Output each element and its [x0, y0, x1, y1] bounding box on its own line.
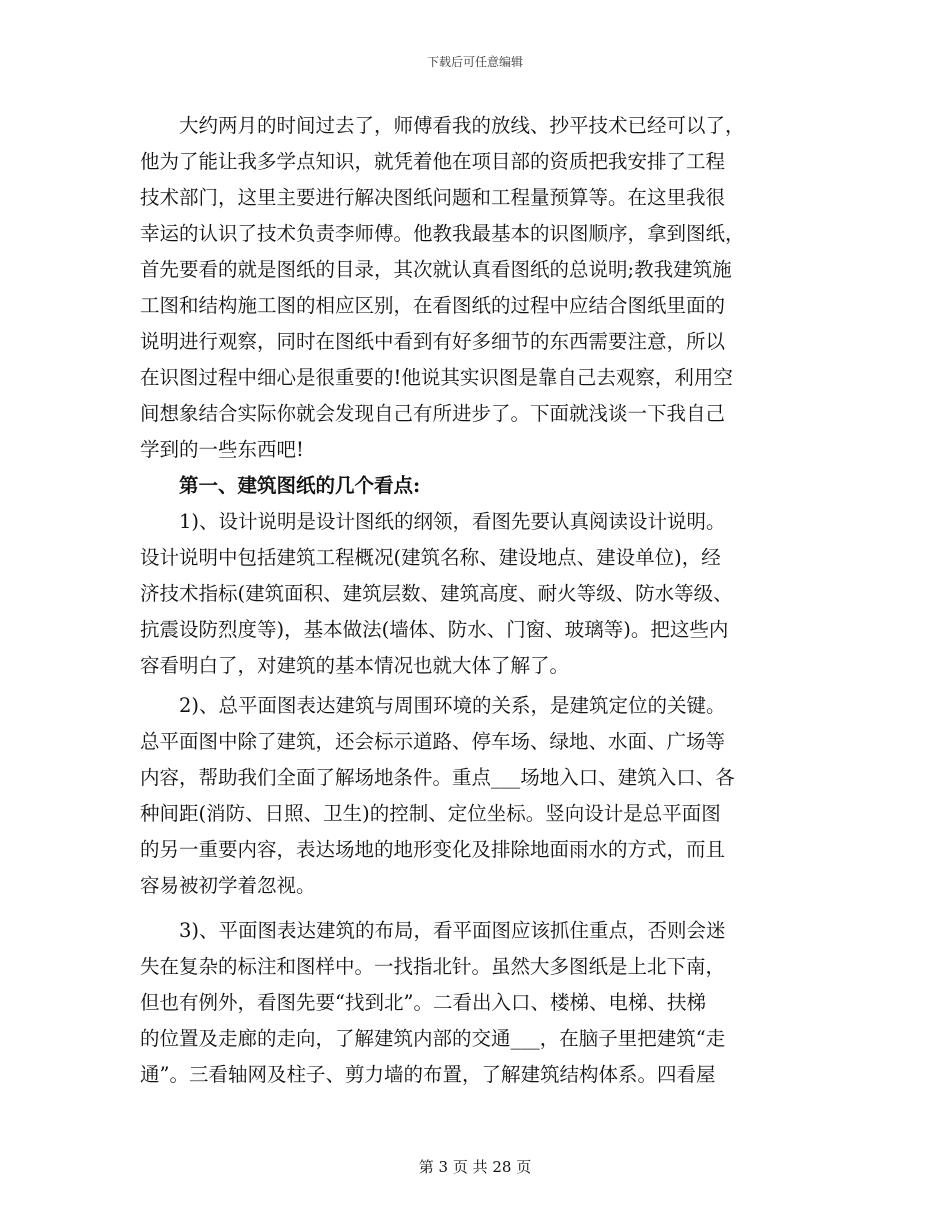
text-line: 内容，帮助我们全面了解场地条件。重点___场地入口、建筑入口、各 — [140, 766, 735, 789]
text-line: 1)、设计说明是设计图纸的纲领，看图先要认真阅读设计说明。 — [179, 510, 726, 533]
text-line: 济技术指标(建筑面积、建筑层数、建筑高度、耐火等级、防水等级、 — [140, 582, 733, 605]
text-line: 首先要看的就是图纸的目录，其次就认真看图纸的总说明;教我建筑施 — [140, 258, 732, 281]
text-line: 学到的一些东西吧! — [140, 438, 304, 461]
text-line: 通”。三看轴网及柱子、剪力墙的布置，了解建筑结构体系。四看屋 — [140, 1063, 716, 1086]
text-line: 3)、平面图表达建筑的布局，看平面图应该抓住重点，否则会迷 — [179, 919, 726, 942]
text-line: 抗震设防烈度等)，基本做法(墙体、防水、门窗、玻璃等)。把这些内 — [140, 618, 729, 641]
text-line: 容看明白了，对建筑的基本情况也就大体了解了。 — [140, 654, 570, 677]
page-number: 第 3 页 共 28 页 — [418, 1158, 532, 1176]
text-line: 在识图过程中细心是很重要的!他说其实识图是靠自己去观察，利用空 — [140, 366, 733, 389]
text-line: 说明进行观察，同时在图纸中看到有好多细节的东西需要注意，所以 — [140, 330, 726, 353]
text-line: 幸运的认识了技术负责李师傅。他教我最基本的识图顺序，拿到图纸， — [140, 222, 745, 245]
text-line: 容易被初学着忽视。 — [140, 874, 316, 897]
paragraph — [140, 688, 805, 904]
text-line: 大约两月的时间过去了，师傅看我的放线、抄平技术已经可以了， — [179, 114, 745, 137]
section-heading — [140, 468, 805, 504]
text-line: 第一、建筑图纸的几个看点: — [179, 474, 421, 497]
text-line: 2)、总平面图表达建筑与周围环境的关系，是建筑定位的关键。 — [179, 694, 726, 717]
text-line: 种间距(消防、日照、卫生)的控制、定位坐标。竖向设计是总平面图 — [140, 802, 721, 825]
text-line: 总平面图中除了建筑，还会标示道路、停车场、绿地、水面、广场等 — [140, 730, 726, 753]
text-line: 失在复杂的标注和图样中。一找指北针。虽然大多图纸是上北下南， — [140, 955, 726, 978]
text-line: 间想象结合实际你就会发现自己有所进步了。下面就浅谈一下我自己 — [140, 402, 726, 425]
text-line: 技术部门，这里主要进行解决图纸问题和工程量预算等。在这里我很 — [140, 186, 726, 209]
document-body — [140, 108, 805, 1093]
text-line: 的另一重要内容，表达场地的地形变化及排除地面雨水的方式，而且 — [140, 838, 726, 861]
text-line: 但也有例外，看图先要“找到北”。二看出入口、楼梯、电梯、扶梯 — [140, 991, 706, 1014]
text-line: 他为了能让我多学点知识，就凭着他在项目部的资质把我安排了工程 — [140, 150, 726, 173]
text-line: 的位置及走廊的走向，了解建筑内部的交通___，在脑子里把建筑“走 — [140, 1027, 726, 1050]
text-line: 设计说明中包括建筑工程概况(建筑名称、建设地点、建设单位)，经 — [140, 546, 721, 569]
paragraph — [140, 108, 805, 468]
page-header: 下载后可任意编辑 — [426, 55, 523, 69]
paragraph — [140, 913, 805, 1093]
paragraph — [140, 504, 805, 684]
text-line: 工图和结构施工图的相应区别，在看图纸的过程中应结合图纸里面的 — [140, 294, 726, 317]
